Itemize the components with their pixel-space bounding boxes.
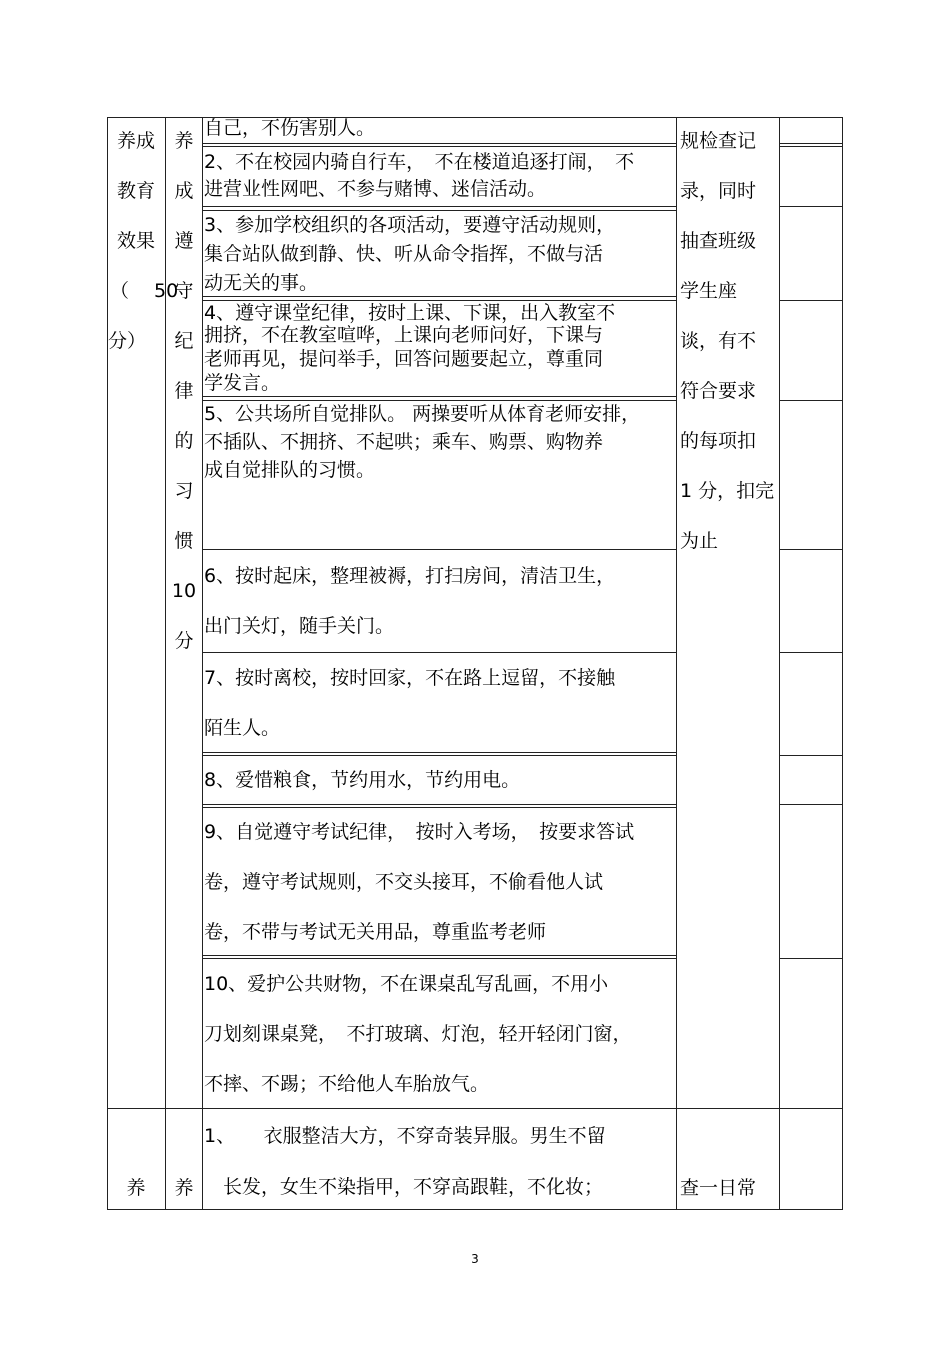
subcategory-char: 惯 — [174, 530, 194, 552]
next-subcategory: 养 — [174, 1177, 194, 1199]
subcategory-char: 成 — [174, 180, 194, 202]
category-line: （ 50 — [110, 280, 179, 302]
item-text: 出门关灯，随手关门。 — [204, 615, 395, 637]
assessment-line: 1 分，扣完 — [680, 480, 775, 502]
subcategory-char: 养 — [174, 130, 194, 152]
page-number: 3 — [471, 1252, 479, 1266]
assessment-line: 谈，有不 — [680, 330, 757, 352]
item-text: 自己，不伤害别人。 — [204, 117, 376, 139]
assessment-line: 抽查班级 — [680, 230, 757, 252]
assessment-line: 规检查记 — [680, 130, 757, 152]
subcategory-char: 纪 — [174, 330, 194, 352]
subcategory-char: 10 — [171, 580, 197, 602]
category-line: 教育 — [116, 180, 155, 202]
subcategory-char: 分 — [174, 630, 194, 652]
item-text: 成自觉排队的习惯。 — [204, 459, 376, 481]
next-item-text: 长发，女生不染指甲，不穿高跟鞋，不化妆； — [204, 1176, 604, 1198]
item-text: 学发言。 — [204, 372, 281, 394]
item-text: 不插队、不拥挤、不起哄；乘车、购票、购物养 — [204, 431, 604, 453]
item-text: 进营业性网吧、不参与赌博、迷信活动。 — [204, 178, 547, 200]
item-text: 卷，遵守考试规则，不交头接耳，不偷看他人试 — [204, 871, 604, 893]
category-line: 养成 — [116, 130, 155, 152]
next-assessment: 查一日常 — [680, 1177, 757, 1199]
assessment-line: 为止 — [680, 530, 719, 552]
subcategory-char: 习 — [174, 480, 194, 502]
assessment-line: 的每项扣 — [680, 430, 757, 452]
subcategory-char: 的 — [174, 430, 194, 452]
subcategory-char: 守 — [174, 280, 194, 302]
next-item-text: 1、 衣服整洁大方，不穿奇装异服。男生不留 — [204, 1125, 606, 1147]
item-text: 7、按时离校，按时回家，不在路上逗留，不接触 — [204, 667, 616, 689]
item-text: 老师再见，提问举手，回答问题要起立，尊重同 — [204, 348, 604, 370]
item-text: 动无关的事。 — [204, 272, 319, 294]
category-line: 分） — [108, 330, 147, 352]
item-text: 拥挤，不在教室喧哗，上课向老师问好，下课与 — [204, 324, 604, 346]
category-line: 效果 — [116, 230, 155, 252]
item-text: 6、按时起床，整理被褥，打扫房间，清洁卫生， — [204, 565, 616, 587]
item-text: 2、不在校园内骑自行车， 不在楼道追逐打闹， 不 — [204, 151, 635, 173]
item-text: 集合站队做到静、快、听从命令指挥，不做与活 — [204, 243, 604, 265]
next-category: 养 — [126, 1177, 146, 1199]
item-text: 4、遵守课堂纪律，按时上课、下课，出入教室不 — [204, 302, 616, 324]
item-text: 不摔、不踢；不给他人车胎放气。 — [204, 1073, 490, 1095]
assessment-line: 学生座 — [680, 280, 738, 302]
item-text: 9、自觉遵守考试纪律， 按时入考场， 按要求答试 — [204, 821, 635, 843]
item-text: 5、公共场所自觉排队。 两操要听从体育老师安排， — [204, 403, 641, 425]
item-text: 3、参加学校组织的各项活动，要遵守活动规则， — [204, 214, 616, 236]
item-text: 刀划刻课桌凳， 不打玻璃、灯泡，轻开轻闭门窗， — [204, 1023, 632, 1045]
item-text: 卷，不带与考试无关用品，尊重监考老师 — [204, 921, 547, 943]
subcategory-char: 律 — [174, 380, 194, 402]
assessment-line: 录，同时 — [680, 180, 757, 202]
item-text: 陌生人。 — [204, 717, 281, 739]
item-text: 10、爱护公共财物，不在课桌乱写乱画，不用小 — [204, 973, 609, 995]
subcategory-char: 遵 — [174, 230, 194, 252]
assessment-line: 符合要求 — [680, 380, 757, 402]
item-text: 8、爱惜粮食，节约用水，节约用电。 — [204, 769, 521, 791]
